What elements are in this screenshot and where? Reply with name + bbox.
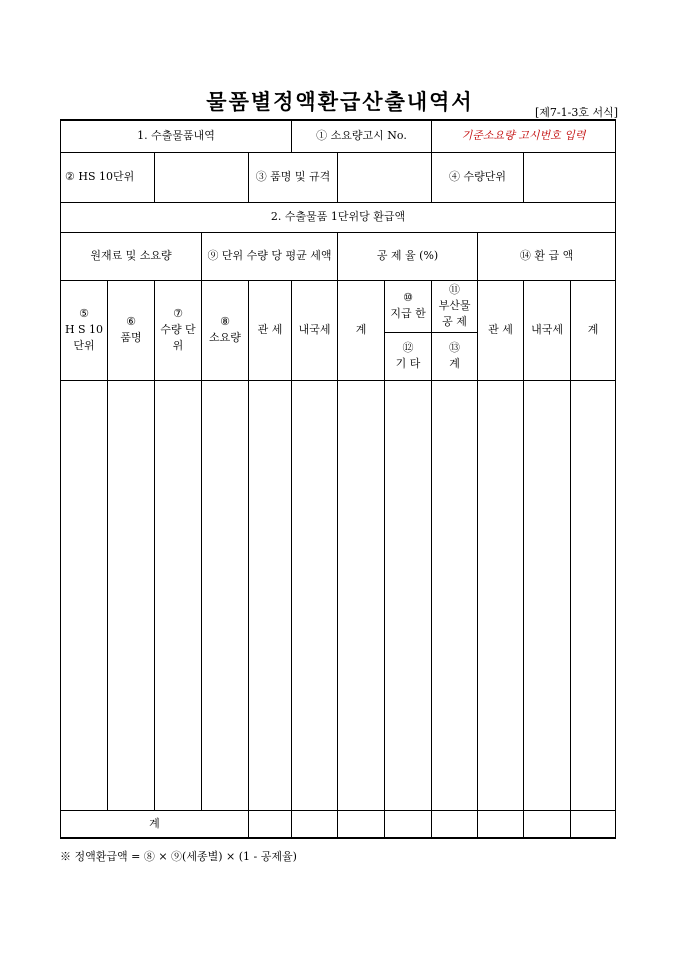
- hs-code-label: ② HS 10단위: [61, 152, 155, 202]
- data-cell[interactable]: [61, 380, 108, 810]
- formula-note: ※ 정액환급액 = ⑧ × ⑨(세종별) × (1 - 공제율): [60, 850, 297, 863]
- col-paid: ⑩ 지급 한: [385, 280, 432, 332]
- data-cell[interactable]: [108, 380, 155, 810]
- data-cell[interactable]: [338, 380, 385, 810]
- name-spec-field[interactable]: [338, 152, 432, 202]
- avg-tax-header: ⑨ 단위 수량 당 평균 세액: [202, 232, 338, 280]
- data-cell[interactable]: [292, 380, 338, 810]
- hs-code-field[interactable]: [155, 152, 249, 202]
- total-cell[interactable]: [478, 810, 524, 838]
- form-number: [제7-1-3호 서식]: [534, 106, 618, 119]
- col-other: ⑫ 기 타: [385, 332, 432, 380]
- col-refund-customs: 관 세: [478, 280, 524, 380]
- col-item-name: ⑥ 품명: [108, 280, 155, 380]
- col-refund-internal: 내국세: [524, 280, 571, 380]
- col-qty-unit: ⑦ 수량 단위: [155, 280, 202, 380]
- total-cell[interactable]: [292, 810, 338, 838]
- data-entry-row: [61, 380, 616, 810]
- data-cell[interactable]: [249, 380, 292, 810]
- data-cell[interactable]: [571, 380, 616, 810]
- col-hs-code: ⑤ H S 10단위: [61, 280, 108, 380]
- col-customs: 관 세: [249, 280, 292, 380]
- data-cell[interactable]: [524, 380, 571, 810]
- total-row-label: 계: [61, 810, 249, 838]
- deduction-rate-header: 공 제 율 (%): [338, 232, 478, 280]
- col-refund-total: 계: [571, 280, 616, 380]
- document-title: 물품별정액환급산출내역서: [206, 89, 474, 114]
- qty-unit-label: ④ 수량단위: [432, 152, 524, 202]
- section2-header: 2. 수출물품 1단위당 환급액: [61, 202, 616, 232]
- data-cell[interactable]: [478, 380, 524, 810]
- total-cell[interactable]: [249, 810, 292, 838]
- total-cell[interactable]: [432, 810, 478, 838]
- data-cell[interactable]: [432, 380, 478, 810]
- notice-no-label: ① 소요량고시 No.: [292, 120, 432, 152]
- total-cell[interactable]: [385, 810, 432, 838]
- export-items-header: 1. 수출물품내역: [61, 120, 292, 152]
- col-internal-tax: 내국세: [292, 280, 338, 380]
- col-byproduct: ⑪ 부산물 공 제: [432, 280, 478, 332]
- total-cell[interactable]: [524, 810, 571, 838]
- col-total: 계: [338, 280, 385, 380]
- total-cell[interactable]: [338, 810, 385, 838]
- name-spec-label: ③ 품명 및 규격: [249, 152, 338, 202]
- materials-header: 원재료 및 소요량: [61, 232, 202, 280]
- col-requirement: ⑧ 소요량: [202, 280, 249, 380]
- refund-header: ⑭ 환 급 액: [478, 232, 616, 280]
- qty-unit-field[interactable]: [524, 152, 616, 202]
- data-cell[interactable]: [385, 380, 432, 810]
- data-cell[interactable]: [202, 380, 249, 810]
- refund-calculation-table: [60, 119, 616, 839]
- col-deduction-total: ⑬ 계: [432, 332, 478, 380]
- total-cell[interactable]: [571, 810, 616, 838]
- data-cell[interactable]: [155, 380, 202, 810]
- notice-no-value[interactable]: 기준소요량 고시번호 입력: [432, 120, 616, 152]
